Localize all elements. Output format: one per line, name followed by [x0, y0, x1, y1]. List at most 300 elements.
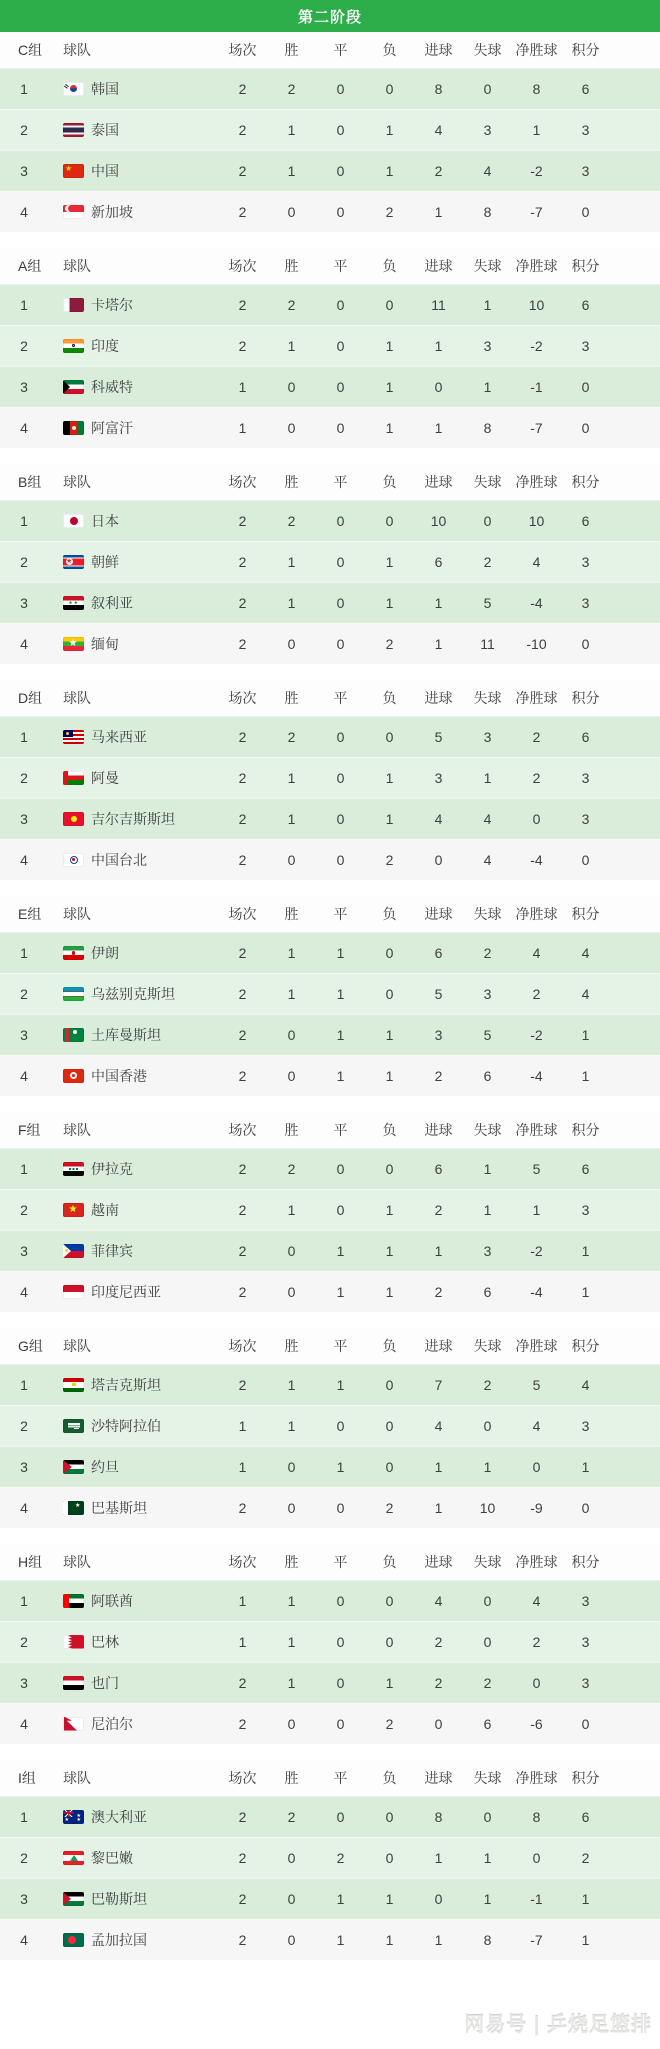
stat-cell: 1: [238, 1417, 247, 1434]
stat-cell: 0: [434, 1715, 443, 1732]
stat-cell: 0: [385, 80, 394, 97]
stat-cell: 0: [287, 419, 296, 436]
stat-column-header: 平: [333, 1122, 348, 1138]
team-cell: [48, 120, 218, 140]
team-name: 也门: [91, 1674, 119, 1691]
stat-cell: 6: [581, 80, 590, 97]
stat-cell: 1: [336, 1283, 345, 1300]
stat-cell: 0: [336, 1499, 345, 1516]
team-cell: [48, 295, 218, 315]
stat-cell: 0: [336, 378, 345, 395]
stat-column-header: 平: [333, 474, 348, 490]
stat-cell: 2: [532, 769, 541, 786]
stat-cell: 2: [434, 1201, 443, 1218]
group-header-row: [0, 464, 660, 500]
stat-column-header: 进球: [424, 1554, 453, 1570]
table-row: [0, 1148, 660, 1189]
stat-cell: 0: [483, 1592, 492, 1609]
stat-column-header: 净胜球: [515, 1554, 558, 1570]
stat-column-header: 平: [333, 258, 348, 274]
rank-cell: 1: [20, 944, 28, 961]
stat-cell: 0: [581, 1715, 590, 1732]
stat-cell: 2: [434, 1633, 443, 1650]
group-name: D组: [18, 690, 43, 706]
team-name: 乌兹别克斯坦: [91, 985, 175, 1002]
sa-flag-icon: [63, 1419, 84, 1433]
stat-cell: 0: [385, 944, 394, 961]
stat-cell: 1: [483, 769, 492, 786]
stat-cell: 1: [336, 1890, 345, 1907]
stat-cell: 2: [483, 944, 492, 961]
rank-cell: 2: [20, 985, 28, 1002]
stat-cell: 5: [483, 1026, 492, 1043]
rank-cell: 2: [20, 1633, 28, 1650]
stat-cell: 1: [287, 769, 296, 786]
stat-cell: -7: [530, 203, 543, 220]
table-row: [0, 191, 660, 232]
stat-cell: 2: [238, 1674, 247, 1691]
kw-flag-icon: [63, 380, 84, 394]
stat-cell: 1: [385, 121, 394, 138]
stage-title: 第二阶段: [297, 8, 362, 26]
stat-cell: 2: [238, 1376, 247, 1393]
team-cell: [48, 1200, 218, 1220]
stat-cell: 2: [238, 162, 247, 179]
team-cell: [48, 1632, 218, 1652]
stat-cell: 0: [287, 635, 296, 652]
bd-flag-icon: [63, 1933, 84, 1947]
rank-cell: 1: [20, 1808, 28, 1825]
team-cell: [48, 418, 218, 438]
stat-cell: 2: [238, 121, 247, 138]
stat-cell: 0: [532, 810, 541, 827]
stat-cell: 2: [238, 1160, 247, 1177]
team-name: 科威特: [91, 378, 133, 395]
rank-cell: 1: [20, 1592, 28, 1609]
stat-cell: 0: [336, 337, 345, 354]
stat-cell: 1: [287, 1201, 296, 1218]
stat-cell: 0: [434, 851, 443, 868]
stat-cell: 6: [581, 296, 590, 313]
group-header-row: [0, 32, 660, 68]
team-name: 阿富汗: [91, 419, 133, 436]
stat-column-header: 积分: [571, 1554, 600, 1570]
team-name: 中国: [91, 162, 119, 179]
stat-cell: 6: [434, 944, 443, 961]
table-row: [0, 716, 660, 757]
stat-cell: 7: [434, 1376, 443, 1393]
vn-flag-icon: [63, 1203, 84, 1217]
team-cell: [48, 161, 218, 181]
table-row: [0, 1580, 660, 1621]
stat-cell: 0: [385, 1808, 394, 1825]
ps-flag-icon: [63, 1892, 84, 1906]
au-flag-icon: [63, 1810, 84, 1824]
team-name: 阿联酋: [91, 1592, 133, 1609]
stat-column-header: 场次: [228, 1122, 257, 1138]
stat-column-header: 净胜球: [515, 258, 558, 274]
group-header-row: [0, 1544, 660, 1580]
table-row: [0, 798, 660, 839]
team-cell: [48, 809, 218, 829]
stat-cell: 8: [434, 80, 443, 97]
stat-cell: 0: [287, 1242, 296, 1259]
stat-cell: 1: [434, 635, 443, 652]
team-name: 韩国: [91, 80, 119, 97]
team-cell: [48, 1025, 218, 1045]
stat-cell: 1: [483, 1201, 492, 1218]
stat-cell: 1: [483, 1458, 492, 1475]
stat-cell: 3: [581, 1417, 590, 1434]
team-name: 尼泊尔: [91, 1715, 133, 1732]
stat-cell: 0: [336, 769, 345, 786]
stat-cell: 0: [336, 1633, 345, 1650]
team-name: 卡塔尔: [91, 296, 133, 313]
stat-cell: 0: [336, 728, 345, 745]
stat-cell: 1: [287, 1633, 296, 1650]
stat-column-header: 负: [382, 1338, 397, 1354]
stat-cell: 1: [385, 1931, 394, 1948]
team-column-header: 球队: [63, 1770, 91, 1786]
kg-flag-icon: [63, 812, 84, 826]
stat-cell: 1: [238, 378, 247, 395]
team-name: 中国台北: [91, 851, 147, 868]
stat-cell: 1: [385, 1674, 394, 1691]
team-cell: [48, 1930, 218, 1950]
stat-cell: 2: [238, 1242, 247, 1259]
stat-cell: 1: [385, 1890, 394, 1907]
stat-cell: 0: [287, 851, 296, 868]
team-column-header: 球队: [63, 690, 91, 706]
rank-cell: 3: [20, 378, 28, 395]
stat-cell: 6: [581, 1160, 590, 1177]
stat-cell: 2: [434, 1283, 443, 1300]
stat-column-header: 负: [382, 1770, 397, 1786]
table-row: [0, 1055, 660, 1096]
stat-cell: 0: [385, 1592, 394, 1609]
stat-cell: 1: [434, 337, 443, 354]
ph-flag-icon: [63, 1244, 84, 1258]
team-name: 巴林: [91, 1633, 119, 1650]
stat-column-header: 场次: [228, 1338, 257, 1354]
stat-cell: 0: [581, 419, 590, 436]
team-name: 黎巴嫩: [91, 1849, 133, 1866]
group-name: E组: [18, 906, 42, 922]
stat-column-header: 积分: [571, 690, 600, 706]
stat-cell: 1: [385, 1242, 394, 1259]
stat-column-header: 场次: [228, 42, 257, 58]
table-row: [0, 541, 660, 582]
stat-cell: 1: [336, 1067, 345, 1084]
stat-cell: -9: [530, 1499, 543, 1516]
stat-cell: 0: [287, 1931, 296, 1948]
table-row: [0, 1230, 660, 1271]
table-row: [0, 1919, 660, 1960]
stat-column-header: 进球: [424, 1338, 453, 1354]
ir-flag-icon: [63, 946, 84, 960]
th-flag-icon: [63, 123, 84, 137]
stat-cell: 4: [434, 121, 443, 138]
stat-cell: 6: [581, 512, 590, 529]
stat-cell: 2: [238, 1026, 247, 1043]
stat-column-header: 净胜球: [515, 906, 558, 922]
stat-column-header: 胜: [284, 42, 299, 58]
stat-cell: 4: [532, 1417, 541, 1434]
stat-column-header: 胜: [284, 258, 299, 274]
stat-column-header: 负: [382, 1122, 397, 1138]
rank-cell: 4: [20, 1067, 28, 1084]
stat-cell: 2: [238, 635, 247, 652]
team-column-header: 球队: [63, 42, 91, 58]
stat-cell: 1: [336, 1458, 345, 1475]
stat-cell: 0: [483, 1417, 492, 1434]
stat-cell: 2: [238, 1283, 247, 1300]
rank-cell: 3: [20, 1890, 28, 1907]
stat-cell: 1: [287, 162, 296, 179]
stat-cell: 4: [532, 1592, 541, 1609]
stat-cell: 2: [238, 810, 247, 827]
team-cell: [48, 984, 218, 1004]
stat-cell: 1: [287, 1592, 296, 1609]
stat-column-header: 平: [333, 1338, 348, 1354]
rank-cell: 2: [20, 337, 28, 354]
stat-cell: 1: [385, 419, 394, 436]
stat-cell: 0: [336, 296, 345, 313]
stat-column-header: 积分: [571, 906, 600, 922]
stat-cell: 0: [336, 851, 345, 868]
team-cell: [48, 1416, 218, 1436]
group-header-row: [0, 896, 660, 932]
stat-cell: 2: [238, 1808, 247, 1825]
team-name: 印度尼西亚: [91, 1283, 161, 1300]
stat-cell: 6: [483, 1283, 492, 1300]
team-name: 越南: [91, 1201, 119, 1218]
stat-cell: 1: [385, 1283, 394, 1300]
stat-cell: 0: [483, 80, 492, 97]
stat-cell: 0: [336, 1201, 345, 1218]
table-row: [0, 623, 660, 664]
stat-cell: 1: [238, 1458, 247, 1475]
stat-cell: 0: [336, 1592, 345, 1609]
stat-column-header: 失球: [473, 258, 502, 274]
stat-cell: 2: [532, 728, 541, 745]
stat-column-header: 积分: [571, 1338, 600, 1354]
table-row: [0, 1271, 660, 1312]
stat-cell: 3: [483, 985, 492, 1002]
stat-cell: 1: [287, 1417, 296, 1434]
rank-cell: 4: [20, 851, 28, 868]
stat-cell: 3: [581, 594, 590, 611]
stat-cell: 0: [581, 635, 590, 652]
stat-cell: 2: [238, 1499, 247, 1516]
stat-cell: 1: [434, 1931, 443, 1948]
stat-cell: 0: [581, 378, 590, 395]
stat-cell: 0: [483, 1808, 492, 1825]
stat-column-header: 平: [333, 1770, 348, 1786]
team-cell: [48, 1848, 218, 1868]
stat-cell: 5: [532, 1160, 541, 1177]
stat-column-header: 胜: [284, 690, 299, 706]
tw-flag-icon: [63, 853, 84, 867]
group-header-row: [0, 1760, 660, 1796]
stat-column-header: 失球: [473, 42, 502, 58]
group-table-6: [0, 1328, 660, 1528]
table-row: [0, 1446, 660, 1487]
stat-cell: 8: [483, 419, 492, 436]
team-name: 新加坡: [91, 203, 133, 220]
group-header-row: [0, 680, 660, 716]
stat-column-header: 场次: [228, 906, 257, 922]
stat-cell: 8: [434, 1808, 443, 1825]
stat-cell: 1: [434, 419, 443, 436]
id-flag-icon: [63, 1285, 84, 1299]
stat-cell: 0: [532, 1674, 541, 1691]
team-cell: [48, 202, 218, 222]
group-name: B组: [18, 474, 42, 490]
stat-column-header: 平: [333, 1554, 348, 1570]
stat-cell: 0: [434, 1890, 443, 1907]
stat-cell: 0: [385, 1160, 394, 1177]
rank-cell: 2: [20, 769, 28, 786]
team-cell: [48, 1066, 218, 1086]
rank-cell: 2: [20, 553, 28, 570]
stat-column-header: 平: [333, 42, 348, 58]
team-name: 土库曼斯坦: [91, 1026, 161, 1043]
stat-cell: -6: [530, 1715, 543, 1732]
stat-cell: 8: [483, 1931, 492, 1948]
jo-flag-icon: [63, 1460, 84, 1474]
stat-column-header: 负: [382, 906, 397, 922]
group-name: A组: [18, 258, 42, 274]
group-table-5: [0, 1112, 660, 1312]
table-row: [0, 932, 660, 973]
team-cell: [48, 943, 218, 963]
stat-cell: 3: [581, 337, 590, 354]
stat-cell: 1: [336, 944, 345, 961]
stat-column-header: 负: [382, 474, 397, 490]
group-header-row: [0, 248, 660, 284]
stat-cell: 1: [385, 1201, 394, 1218]
stat-cell: 1: [385, 162, 394, 179]
cn-flag-icon: [63, 164, 84, 178]
group-table-8: [0, 1760, 660, 1960]
watermark: [0, 2008, 660, 2037]
stat-cell: 2: [238, 296, 247, 313]
stat-cell: 4: [532, 944, 541, 961]
stat-column-header: 失球: [473, 906, 502, 922]
stat-cell: 1: [287, 1376, 296, 1393]
team-name: 伊拉克: [91, 1160, 133, 1177]
mm-flag-icon: [63, 637, 84, 651]
team-cell: [48, 1457, 218, 1477]
stat-cell: -4: [530, 594, 543, 611]
stat-column-header: 进球: [424, 906, 453, 922]
stat-cell: 0: [336, 80, 345, 97]
stat-cell: 1: [434, 1242, 443, 1259]
team-column-header: 球队: [63, 1122, 91, 1138]
stat-cell: 8: [532, 1808, 541, 1825]
team-name: 吉尔吉斯斯坦: [91, 810, 175, 827]
stat-cell: 3: [581, 769, 590, 786]
stat-cell: 2: [238, 203, 247, 220]
pk-flag-icon: [63, 1501, 84, 1515]
stat-cell: 2: [287, 512, 296, 529]
team-name: 阿曼: [91, 769, 119, 786]
stat-cell: 11: [431, 296, 446, 313]
stat-column-header: 胜: [284, 1122, 299, 1138]
team-cell: [48, 1673, 218, 1693]
stat-cell: 10: [528, 512, 545, 529]
stat-cell: -10: [526, 635, 547, 652]
team-cell: [48, 1159, 218, 1179]
stat-cell: 1: [581, 1026, 590, 1043]
table-row: [0, 150, 660, 191]
stat-cell: 3: [434, 769, 443, 786]
stat-cell: 1: [287, 810, 296, 827]
stat-cell: 1: [385, 378, 394, 395]
table-row: [0, 1189, 660, 1230]
np-flag-icon: [63, 1717, 84, 1731]
table-row: [0, 325, 660, 366]
stat-cell: 1: [287, 121, 296, 138]
stat-column-header: 净胜球: [515, 474, 558, 490]
team-name: 马来西亚: [91, 728, 147, 745]
stat-cell: 1: [434, 1458, 443, 1475]
team-cell: [48, 850, 218, 870]
group-table-2: [0, 464, 660, 664]
rank-cell: 4: [20, 419, 28, 436]
rank-cell: 1: [20, 728, 28, 745]
stat-cell: 2: [581, 1849, 590, 1866]
stat-cell: -2: [530, 1026, 543, 1043]
ye-flag-icon: [63, 1676, 84, 1690]
stat-cell: 2: [385, 635, 394, 652]
rank-cell: 2: [20, 121, 28, 138]
stat-cell: 1: [287, 944, 296, 961]
stat-column-header: 进球: [424, 690, 453, 706]
stat-cell: 0: [336, 162, 345, 179]
team-cell: [48, 1375, 218, 1395]
stat-cell: 4: [434, 1592, 443, 1609]
stat-cell: 5: [483, 594, 492, 611]
stat-cell: 1: [581, 1931, 590, 1948]
team-cell: [48, 1807, 218, 1827]
stat-cell: 2: [238, 1849, 247, 1866]
team-name: 伊朗: [91, 944, 119, 961]
stat-cell: 0: [385, 1458, 394, 1475]
stat-column-header: 失球: [473, 690, 502, 706]
stat-column-header: 积分: [571, 474, 600, 490]
rank-cell: 3: [20, 1674, 28, 1691]
team-cell: [48, 727, 218, 747]
table-row: [0, 1364, 660, 1405]
stat-cell: 5: [434, 985, 443, 1002]
stat-cell: 1: [336, 985, 345, 1002]
stat-column-header: 胜: [284, 474, 299, 490]
stat-cell: 3: [581, 1201, 590, 1218]
tm-flag-icon: [63, 1028, 84, 1042]
stat-cell: 0: [287, 378, 296, 395]
stat-cell: 4: [581, 1376, 590, 1393]
stat-cell: 2: [385, 1715, 394, 1732]
om-flag-icon: [63, 771, 84, 785]
stat-column-header: 胜: [284, 1554, 299, 1570]
table-row: [0, 1405, 660, 1446]
stat-cell: 1: [483, 296, 492, 313]
stat-cell: 2: [336, 1849, 345, 1866]
stat-cell: 2: [238, 512, 247, 529]
stat-cell: 2: [434, 1674, 443, 1691]
